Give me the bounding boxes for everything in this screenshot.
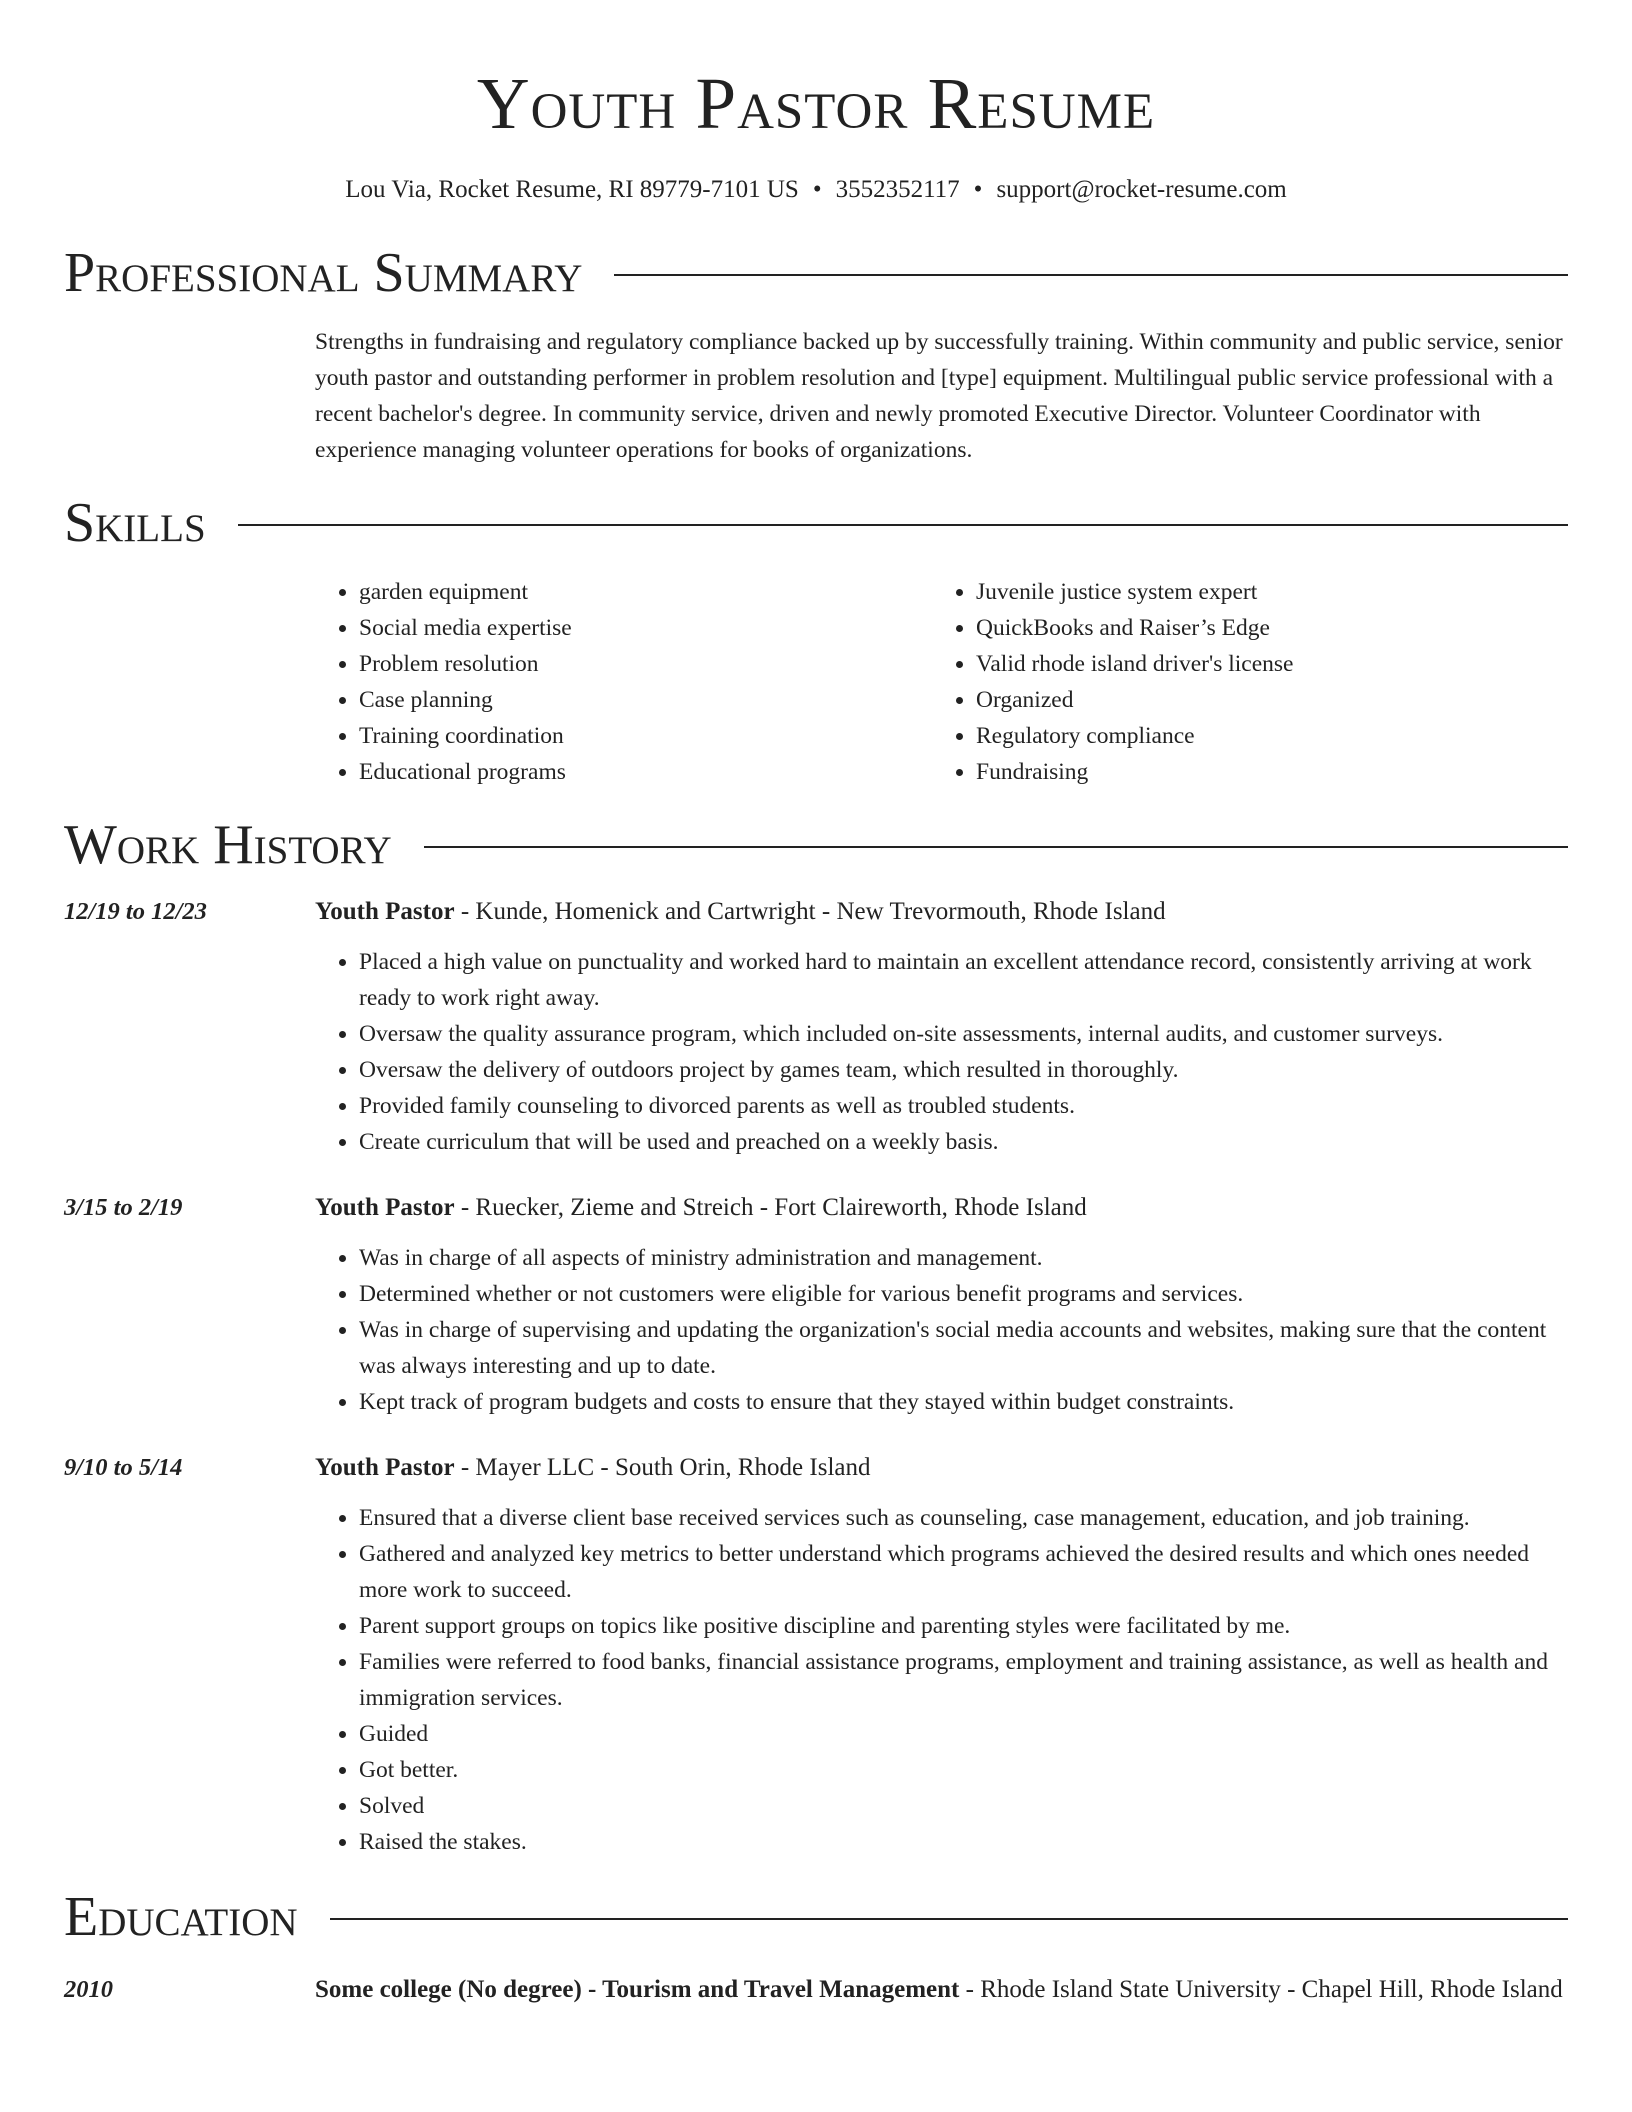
work-section-header xyxy=(64,812,1568,878)
skill-item: • Problem resolution xyxy=(359,646,932,682)
job-bullet: • Kept track of program budgets and costs to ensure that they stayed within budget constraints. xyxy=(359,1384,1568,1420)
education-school: - Rhode Island State University - Chapel Hill, Rhode Island xyxy=(959,1976,1563,2003)
skill-item: • Juvenile justice system expert xyxy=(976,574,1293,610)
education-degree: Some college (No degree) - Tourism and Travel Management xyxy=(315,1976,960,2003)
skill-item: • garden equipment xyxy=(359,574,932,610)
contact-separator: • xyxy=(973,176,983,203)
resume-page xyxy=(64,0,1568,2010)
skills-column-left xyxy=(315,574,932,790)
skill-item: • Fundraising xyxy=(976,754,1293,790)
skills-heading: Skills xyxy=(64,492,206,554)
job-title: Youth Pastor xyxy=(315,1454,455,1481)
job-bullet: • Was in charge of supervising and updating the organization's social media accounts and websites, making sure that the content was always interesting and up to date. xyxy=(359,1312,1568,1384)
job-bullet: • Was in charge of all aspects of ministry administration and management. xyxy=(359,1240,1568,1276)
job-bullet: • Raised the stakes. xyxy=(359,1824,1568,1860)
job-employer: - Kunde, Homenick and Cartwright - New Trevormouth, Rhode Island xyxy=(454,898,1166,925)
contact-email: support@rocket-resume.com xyxy=(996,176,1287,203)
job-bullet: • Got better. xyxy=(359,1752,1568,1788)
section-divider xyxy=(238,524,1568,526)
job-bullet: • Placed a high value on punctuality and worked hard to maintain an excellent attendance record, consistently arriving at work ready to work right away. xyxy=(359,944,1568,1016)
skills-section-header xyxy=(64,490,1568,556)
skills-column-right xyxy=(932,574,1293,790)
job-title: Youth Pastor xyxy=(315,1194,455,1221)
job-entry xyxy=(64,894,1568,1160)
job-bullet: • Oversaw the quality assurance program, which included on-site assessments, internal audits, and customer surveys. xyxy=(359,1016,1568,1052)
skill-item: • Organized xyxy=(976,682,1293,718)
job-bullet: • Oversaw the delivery of outdoors project by games team, which resulted in thoroughly. xyxy=(359,1052,1568,1088)
job-title-line xyxy=(315,894,1568,930)
section-divider xyxy=(330,1918,1568,1920)
job-bullet: • Gathered and analyzed key metrics to better understand which programs achieved the desired results and which ones needed more work to succeed. xyxy=(359,1536,1568,1608)
job-dates: 3/15 to 2/19 xyxy=(64,1194,183,1221)
skills-list xyxy=(315,574,1568,790)
job-bullet: • Provided family counseling to divorced parents as well as troubled students. xyxy=(359,1088,1568,1124)
summary-text: Strengths in fundraising and regulatory compliance backed up by successfully training. Within community and public service, senior youth pastor and outstanding performer in problem resolution and [type] equipment. Multilingual public service professional with a recent bachelor's degree. In community service, driven and newly promoted Executive Director. Volunteer Coordinator with experience managing volunteer operations for books of organizations. xyxy=(315,329,1563,463)
skill-item: • Valid rhode island driver's license xyxy=(976,646,1293,682)
summary-heading: Professional Summary xyxy=(64,242,583,304)
contact-address: Lou Via, Rocket Resume, RI 89779-7101 US xyxy=(345,176,799,203)
job-employer: - Mayer LLC - South Orin, Rhode Island xyxy=(454,1454,871,1481)
contact-line xyxy=(64,174,1568,206)
job-title-line xyxy=(315,1190,1568,1226)
education-entry xyxy=(64,1970,1568,2010)
skill-item: • Regulatory compliance xyxy=(976,718,1293,754)
job-title: Youth Pastor xyxy=(315,898,455,925)
job-bullet: • Determined whether or not customers were eligible for various benefit programs and services. xyxy=(359,1276,1568,1312)
education-heading: Education xyxy=(64,1886,298,1948)
job-bullet: • Solved xyxy=(359,1788,1568,1824)
job-entry xyxy=(64,1190,1568,1420)
job-bullet: • Create curriculum that will be used and preached on a weekly basis. xyxy=(359,1124,1568,1160)
contact-phone: 3552352117 xyxy=(835,176,960,203)
contact-separator: • xyxy=(812,176,822,203)
education-year: 2010 xyxy=(64,1976,113,2003)
job-dates: 12/19 to 12/23 xyxy=(64,898,207,925)
job-bullet: • Families were referred to food banks, financial assistance programs, employment and training assistance, as well as health and immigration services. xyxy=(359,1644,1568,1716)
work-history-list xyxy=(64,894,1568,1860)
job-employer: - Ruecker, Zieme and Streich - Fort Claireworth, Rhode Island xyxy=(454,1194,1087,1221)
job-bullets xyxy=(315,944,1568,1160)
skill-item: • Training coordination xyxy=(359,718,932,754)
job-bullet: • Parent support groups on topics like positive discipline and parenting styles were facilitated by me. xyxy=(359,1608,1568,1644)
job-bullet: • Ensured that a diverse client base received services such as counseling, case management, education, and job training. xyxy=(359,1500,1568,1536)
summary-section-header xyxy=(64,240,1568,306)
job-body xyxy=(315,1450,1568,1860)
job-title-line xyxy=(315,1450,1568,1486)
education-section-header xyxy=(64,1884,1568,1950)
work-heading: Work History xyxy=(64,814,392,876)
skill-item: • Educational programs xyxy=(359,754,932,790)
education-body xyxy=(315,1970,1568,2010)
job-entry xyxy=(64,1450,1568,1860)
section-divider xyxy=(614,274,1568,276)
job-bullets xyxy=(315,1500,1568,1860)
skill-item: • Social media expertise xyxy=(359,610,932,646)
job-bullets xyxy=(315,1240,1568,1420)
job-body xyxy=(315,1190,1568,1420)
section-divider xyxy=(424,846,1568,848)
job-dates: 9/10 to 5/14 xyxy=(64,1454,183,1481)
job-body xyxy=(315,894,1568,1160)
resume-title: Youth Pastor Resume xyxy=(476,63,1156,144)
skill-item: • QuickBooks and Raiser’s Edge xyxy=(976,610,1293,646)
skill-item: • Case planning xyxy=(359,682,932,718)
job-bullet: • Guided xyxy=(359,1716,1568,1752)
